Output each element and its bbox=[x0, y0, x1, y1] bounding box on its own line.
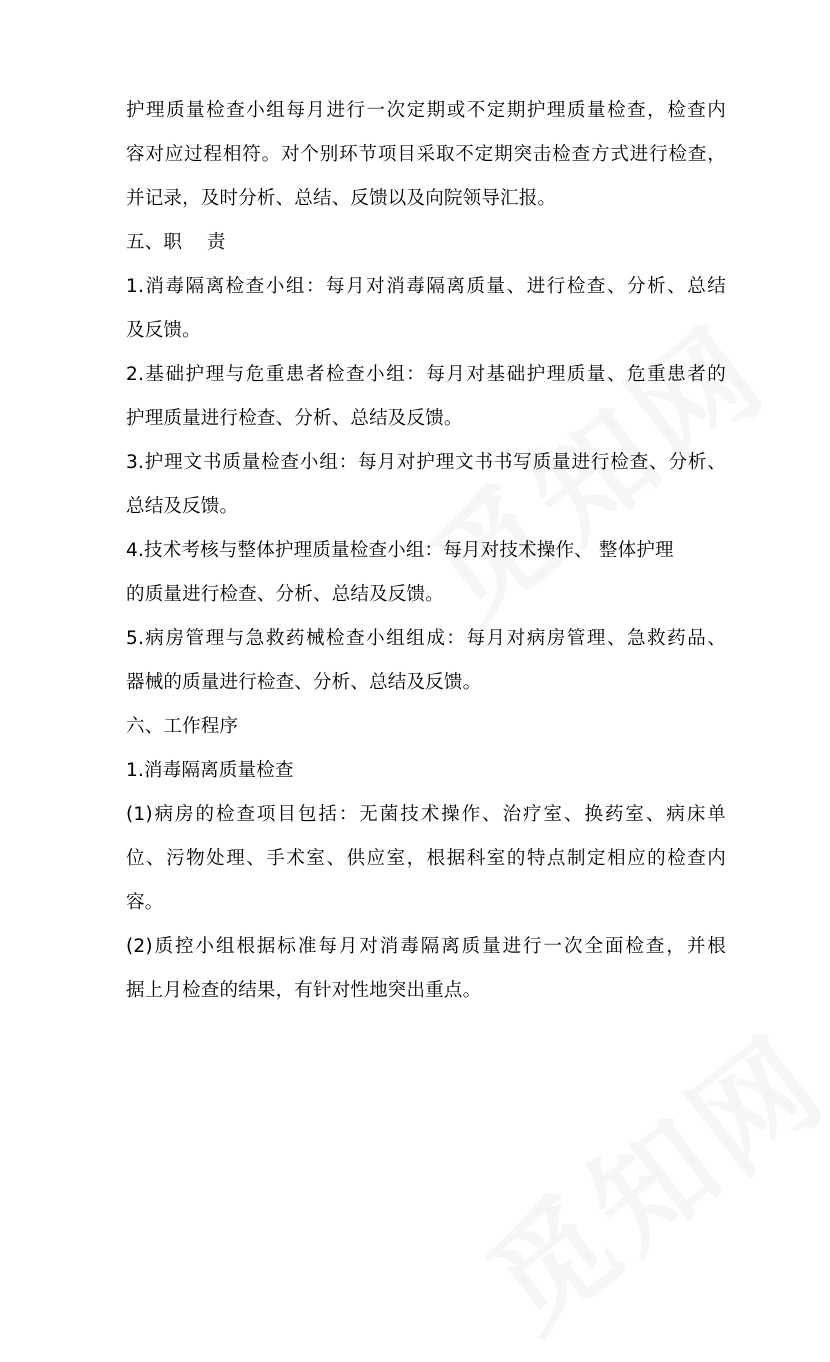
paragraph-line: 4.技术考核与整体护理质量检查小组：每月对技术操作、 整体护理 bbox=[126, 540, 674, 561]
paragraph-line: 护理质量进行检查、分析、总结及反馈。 bbox=[126, 408, 463, 429]
paragraph-line: 并记录，及时分析、总结、反馈以及向院领导汇报。 bbox=[126, 188, 557, 209]
section-heading: 五、职 责 bbox=[126, 232, 226, 253]
paragraph-line: 位、污物处理、手术室、供应室，根据科室的特点制定相应的检查内 bbox=[126, 848, 726, 869]
paragraph-line: 容对应过程相符。对个别环节项目采取不定期突击检查方式进行检查， bbox=[126, 144, 726, 165]
paragraph-line: 容。 bbox=[126, 892, 164, 913]
section-heading: 六、工作程序 bbox=[126, 716, 239, 737]
paragraph-line: (1)病房的检查项目包括：无菌技术操作、治疗室、换药室、病床单 bbox=[126, 804, 726, 825]
paragraph-line: 器械的质量进行检查、分析、总结及反馈。 bbox=[126, 672, 482, 693]
paragraph-line: 及反馈。 bbox=[126, 320, 201, 341]
document-body bbox=[126, 100, 726, 1024]
paragraph-line: 总结及反馈。 bbox=[126, 496, 239, 517]
watermark bbox=[448, 990, 830, 1362]
paragraph-line: 5.病房管理与急救药械检查小组组成：每月对病房管理、急救药品、 bbox=[126, 628, 726, 649]
subsection-heading: 1.消毒隔离质量检查 bbox=[126, 760, 294, 781]
paragraph-line: (2)质控小组根据标准每月对消毒隔离质量进行一次全面检查，并根 bbox=[126, 936, 726, 957]
paragraph-line: 2.基础护理与危重患者检查小组：每月对基础护理质量、危重患者的 bbox=[126, 364, 726, 385]
paragraph-line: 1.消毒隔离检查小组：每月对消毒隔离质量、进行检查、分析、总结 bbox=[126, 276, 726, 297]
paragraph-line: 的质量进行检查、分析、总结及反馈。 bbox=[126, 584, 444, 605]
paragraph-line: 护理质量检查小组每月进行一次定期或不定期护理质量检查，检查内 bbox=[126, 100, 726, 121]
paragraph-line: 3.护理文书质量检查小组：每月对护理文书书写质量进行检查、分析、 bbox=[126, 452, 726, 473]
paragraph-line: 据上月检查的结果，有针对性地突出重点。 bbox=[126, 980, 482, 1001]
